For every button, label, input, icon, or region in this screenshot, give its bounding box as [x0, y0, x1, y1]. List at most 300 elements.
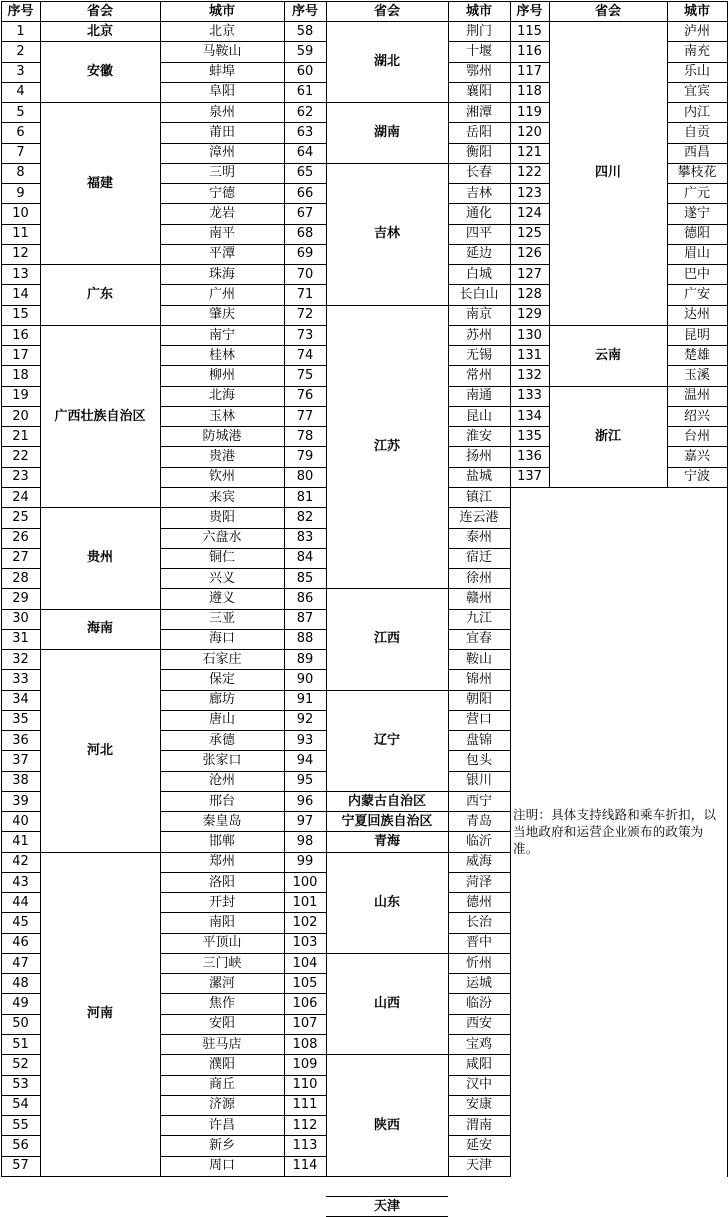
- city-cell: 北海: [208, 388, 235, 404]
- city-cell: 秦皇岛: [202, 813, 242, 829]
- row-number: 137: [517, 469, 542, 485]
- city-cell: 漳州: [208, 145, 235, 161]
- city-cell: 昆明: [683, 327, 710, 343]
- row-number: 102: [292, 915, 318, 931]
- row-number: 134: [517, 408, 542, 424]
- row-number: 103: [292, 935, 318, 951]
- row-number: 45: [12, 915, 29, 931]
- row-number: 53: [12, 1077, 29, 1093]
- row-number: 110: [292, 1077, 318, 1093]
- city-cell: 铜仁: [208, 550, 235, 566]
- city-cell: 晋中: [465, 935, 492, 951]
- row-number: 31: [12, 631, 29, 647]
- province-cell: 辽宁: [373, 732, 400, 748]
- city-cell: 菏泽: [465, 874, 492, 890]
- row-number: 124: [517, 205, 542, 221]
- row-number: 13: [12, 266, 29, 282]
- city-cell: 眉山: [683, 246, 710, 262]
- row-number: 121: [517, 145, 542, 161]
- row-number: 123: [517, 185, 542, 201]
- row-number: 131: [517, 347, 542, 363]
- column-header: 省会: [373, 3, 400, 19]
- row-number: 57: [12, 1158, 29, 1174]
- row-number: 109: [292, 1056, 318, 1072]
- city-cell: 天津: [465, 1158, 492, 1174]
- city-cell: 白城: [465, 266, 492, 282]
- city-cell: 新乡: [208, 1137, 235, 1153]
- row-number: 92: [296, 712, 314, 728]
- city-cell: 宁波: [683, 469, 710, 485]
- city-cell: 德阳: [683, 226, 710, 242]
- city-cell: 九江: [465, 611, 492, 627]
- province-cell: 北京: [86, 23, 113, 39]
- row-number: 25: [12, 509, 29, 525]
- city-cell: 安阳: [208, 1016, 235, 1032]
- column-header: 城市: [683, 3, 710, 19]
- city-cell: 泸州: [683, 23, 710, 39]
- city-cell: 贵港: [208, 449, 235, 465]
- row-number: 91: [296, 692, 314, 708]
- city-cell: 周口: [208, 1158, 235, 1174]
- city-cell: 盘锦: [465, 732, 492, 748]
- city-cell: 六盘水: [202, 530, 242, 546]
- row-number: 41: [12, 834, 29, 850]
- row-number: 128: [517, 287, 542, 302]
- city-cell: 攀枝花: [677, 165, 717, 181]
- city-cell: 锦州: [465, 671, 492, 687]
- city-cell: 邢台: [208, 793, 235, 809]
- row-number: 72: [296, 307, 314, 323]
- province-cell: 青海: [373, 834, 400, 850]
- row-number: 2: [16, 43, 25, 59]
- row-number: 104: [292, 955, 318, 971]
- city-cell: 遵义: [208, 590, 235, 606]
- column-header: 城市: [465, 3, 492, 19]
- city-cell: 台州: [683, 428, 710, 444]
- row-number: 82: [296, 509, 314, 525]
- row-number: 64: [296, 145, 314, 161]
- city-cell: 邯郸: [208, 834, 235, 850]
- row-number: 46: [12, 935, 29, 951]
- policy-note: 注明：具体支持线路和乘车折扣，以当地政府和运营企业颁布的政策为准。: [513, 807, 717, 856]
- row-number: 90: [296, 671, 314, 687]
- city-cell: 咸阳: [465, 1056, 492, 1072]
- city-cell: 宝鸡: [465, 1036, 492, 1052]
- column-header: 序号: [7, 3, 34, 19]
- city-cell: 鄂州: [465, 64, 492, 80]
- city-cell: 威海: [465, 854, 492, 870]
- city-cell: 济源: [208, 1097, 235, 1113]
- row-number: 111: [292, 1097, 318, 1113]
- city-cell: 宜春: [465, 631, 492, 647]
- city-cell: 临沂: [465, 834, 492, 850]
- city-cell: 南通: [465, 388, 492, 404]
- row-number: 48: [12, 975, 29, 991]
- row-number: 105: [292, 975, 318, 991]
- city-cell: 玉林: [208, 408, 235, 424]
- city-cell: 广元: [683, 185, 710, 201]
- city-cell: 三门峡: [202, 955, 242, 971]
- city-cell: 延安: [465, 1137, 492, 1153]
- column-header: 省会: [594, 3, 621, 19]
- city-cell: 自贡: [683, 124, 710, 140]
- row-number: 20: [12, 408, 29, 424]
- row-number: 133: [517, 388, 542, 404]
- province-cell: 山西: [373, 996, 400, 1012]
- row-number: 3: [16, 64, 25, 80]
- city-cell: 温州: [683, 388, 710, 404]
- province-cell: 贵州: [86, 550, 113, 566]
- city-cell: 遂宁: [683, 205, 710, 221]
- city-cell: 苏州: [465, 327, 492, 343]
- row-number: 107: [292, 1016, 318, 1032]
- row-number: 42: [12, 854, 29, 870]
- province-cell: 陕西: [373, 1117, 400, 1133]
- province-cell: 湖南: [373, 124, 400, 140]
- city-cell: 运城: [465, 975, 492, 991]
- row-number: 38: [12, 773, 29, 789]
- row-number: 17: [12, 347, 29, 363]
- column-header: 省会: [86, 3, 113, 19]
- province-cell: 安徽: [86, 64, 113, 80]
- city-cell: 三明: [208, 165, 235, 181]
- row-number: 87: [296, 611, 314, 627]
- row-number: 7: [16, 145, 25, 161]
- city-cell: 肇庆: [208, 307, 235, 323]
- row-number: 77: [296, 408, 314, 424]
- row-number: 63: [296, 124, 314, 140]
- row-number: 136: [517, 449, 542, 465]
- city-cell: 通化: [465, 205, 492, 221]
- city-cell: 岳阳: [465, 124, 492, 140]
- city-cell: 赣州: [465, 590, 492, 606]
- city-cell: 驻马店: [202, 1036, 242, 1052]
- row-number: 18: [12, 368, 29, 384]
- city-cell: 楚雄: [683, 347, 710, 363]
- city-cell: 达州: [683, 307, 710, 323]
- row-number: 22: [12, 449, 29, 465]
- city-cell: 长治: [465, 915, 492, 931]
- city-cell: 南充: [683, 43, 710, 59]
- city-cell: 常州: [465, 368, 492, 384]
- province-cell: 宁夏回族自治区: [341, 813, 433, 829]
- city-cell: 吉林: [465, 185, 492, 201]
- row-number: 67: [296, 205, 314, 221]
- row-number: 29: [12, 590, 29, 606]
- city-cell: 宿迁: [465, 550, 492, 566]
- city-cell: 承德: [208, 732, 235, 748]
- row-number: 54: [12, 1097, 29, 1113]
- row-number: 119: [517, 104, 542, 120]
- city-cell: 徐州: [465, 570, 492, 586]
- city-cell: 沧州: [208, 773, 235, 789]
- row-number: 97: [296, 813, 314, 829]
- city-cell: 宁德: [208, 185, 235, 201]
- row-number: 55: [12, 1117, 29, 1133]
- province-cell: 内蒙古自治区: [347, 793, 426, 809]
- city-cell: 西安: [465, 1016, 492, 1032]
- city-cell: 廊坊: [208, 692, 235, 708]
- row-number: 34: [12, 692, 29, 708]
- city-cell: 石家庄: [202, 651, 242, 667]
- row-number: 79: [296, 449, 314, 465]
- row-number: 132: [517, 368, 542, 384]
- city-cell: 长春: [465, 165, 492, 181]
- row-number: 1: [16, 23, 25, 39]
- row-number: 100: [292, 874, 318, 890]
- city-cell: 蚌埠: [208, 64, 235, 80]
- row-number: 76: [296, 388, 314, 404]
- city-cell: 乐山: [683, 64, 710, 80]
- row-number: 49: [12, 996, 29, 1012]
- city-cell: 防城港: [202, 428, 242, 444]
- city-cell: 十堰: [465, 43, 492, 59]
- city-cell: 绍兴: [683, 408, 710, 424]
- city-cell: 玉溪: [683, 368, 710, 384]
- row-number: 9: [16, 185, 25, 201]
- city-cell: 湘潭: [465, 104, 492, 120]
- row-number: 16: [12, 327, 29, 343]
- city-cell: 内江: [683, 104, 710, 120]
- row-number: 83: [296, 530, 314, 546]
- city-cell: 珠海: [208, 266, 235, 282]
- city-cell: 阜阳: [208, 84, 235, 100]
- row-number: 50: [12, 1016, 29, 1032]
- row-number: 19: [12, 388, 29, 404]
- city-cell: 德州: [465, 894, 492, 910]
- city-cell: 桂林: [208, 347, 235, 363]
- row-number: 101: [292, 894, 318, 910]
- row-number: 32: [12, 651, 29, 667]
- row-number: 108: [292, 1036, 318, 1052]
- row-number: 69: [296, 246, 314, 262]
- city-cell: 无锡: [465, 347, 492, 363]
- city-cell: 朝阳: [465, 692, 492, 708]
- row-number: 62: [296, 104, 314, 120]
- city-cell: 昆山: [465, 408, 492, 424]
- row-number: 125: [517, 226, 542, 242]
- city-cell: 银川: [465, 773, 492, 789]
- row-number: 114: [292, 1158, 318, 1174]
- column-header: 序号: [291, 3, 318, 19]
- row-number: 66: [296, 185, 314, 201]
- city-cell: 西昌: [683, 145, 710, 161]
- row-number: 120: [517, 124, 542, 140]
- row-number: 14: [12, 287, 29, 302]
- city-cell: 平顶山: [202, 935, 242, 951]
- row-number: 47: [12, 955, 29, 971]
- city-cell: 商丘: [208, 1077, 235, 1093]
- province-cell: 河北: [86, 742, 113, 758]
- row-number: 28: [12, 570, 29, 586]
- row-number: 115: [517, 23, 542, 39]
- row-number: 24: [12, 489, 29, 505]
- city-cell: 北京: [208, 23, 235, 39]
- row-number: 71: [296, 287, 314, 302]
- city-cell: 郑州: [208, 854, 235, 870]
- row-number: 37: [12, 752, 29, 768]
- city-cell: 荆门: [465, 23, 492, 39]
- province-cell: 广东: [86, 286, 113, 302]
- city-cell: 莆田: [208, 124, 235, 140]
- row-number: 39: [12, 793, 29, 809]
- city-cell: 保定: [208, 671, 235, 687]
- city-cell: 龙岩: [208, 205, 235, 221]
- province-cell: 广西壮族自治区: [54, 408, 146, 424]
- city-cell: 镇江: [465, 489, 492, 505]
- city-cell: 平潭: [208, 246, 235, 262]
- row-number: 5: [16, 104, 25, 120]
- province-cell: 河南: [86, 1006, 113, 1022]
- row-number: 86: [296, 590, 314, 606]
- province-cell: 山东: [373, 894, 400, 910]
- row-number: 78: [296, 428, 314, 444]
- row-number: 51: [12, 1036, 29, 1052]
- city-cell: 开封: [208, 894, 235, 910]
- city-cell: 汉中: [465, 1077, 492, 1093]
- province-cell: 福建: [86, 175, 113, 191]
- row-number: 21: [12, 428, 29, 444]
- city-cell: 西宁: [465, 793, 492, 809]
- city-cell: 青岛: [465, 813, 492, 829]
- row-number: 4: [16, 84, 25, 100]
- row-number: 68: [296, 226, 314, 242]
- city-cell: 嘉兴: [683, 449, 710, 465]
- row-number: 89: [296, 651, 314, 667]
- city-cell: 兴义: [208, 570, 235, 586]
- row-number: 43: [12, 874, 29, 890]
- city-cell: 南阳: [208, 915, 235, 931]
- city-cell: 张家口: [202, 752, 242, 768]
- row-number: 95: [296, 773, 314, 789]
- city-cell: 唐山: [208, 712, 235, 728]
- row-number: 85: [296, 570, 314, 586]
- row-number: 52: [12, 1056, 29, 1072]
- row-number: 80: [296, 469, 314, 485]
- city-cell: 马鞍山: [202, 43, 242, 59]
- row-number: 15: [12, 307, 29, 323]
- row-number: 126: [517, 246, 542, 262]
- city-cell: 忻州: [465, 955, 492, 971]
- city-cell: 钦州: [208, 469, 235, 485]
- row-number: 94: [296, 752, 314, 768]
- row-number: 26: [12, 530, 29, 546]
- city-cell: 衡阳: [465, 145, 492, 161]
- row-number: 44: [12, 894, 29, 910]
- row-number: 98: [296, 834, 314, 850]
- city-cell: 濮阳: [208, 1056, 235, 1072]
- row-number: 106: [292, 996, 318, 1012]
- province-cell: 江西: [373, 631, 400, 647]
- city-cell: 巴中: [683, 266, 710, 282]
- province-cell: 云南: [594, 347, 621, 363]
- row-number: 99: [296, 854, 314, 870]
- city-cell: 泰州: [465, 530, 492, 546]
- city-cell: 营口: [465, 712, 492, 728]
- city-cell: 南宁: [208, 327, 235, 343]
- city-cell: 漯河: [208, 975, 235, 991]
- city-cell: 连云港: [459, 509, 499, 525]
- row-number: 59: [296, 43, 314, 59]
- row-number: 74: [296, 347, 314, 363]
- row-number: 96: [296, 793, 314, 809]
- row-number: 112: [292, 1117, 318, 1133]
- province-cell: 吉林: [373, 226, 400, 242]
- province-cell: 江苏: [373, 438, 400, 454]
- row-number: 58: [296, 23, 314, 39]
- row-number: 27: [12, 550, 29, 566]
- row-number: 56: [12, 1137, 29, 1153]
- row-number: 65: [296, 165, 314, 181]
- city-cell: 南平: [208, 226, 235, 242]
- city-cell: 焦作: [208, 996, 235, 1012]
- city-cell: 渭南: [465, 1117, 492, 1133]
- row-number: 127: [517, 266, 542, 282]
- row-number: 61: [296, 84, 314, 100]
- city-cell: 海口: [208, 631, 235, 647]
- city-cell: 许昌: [208, 1117, 235, 1133]
- column-header: 城市: [208, 3, 235, 19]
- column-header: 序号: [516, 3, 543, 19]
- city-cell: 广州: [208, 287, 235, 302]
- row-number: 122: [517, 165, 542, 181]
- row-number: 36: [12, 732, 29, 748]
- row-number: 30: [12, 611, 29, 627]
- city-cell: 洛阳: [208, 874, 235, 890]
- row-number: 75: [296, 368, 314, 384]
- row-number: 135: [517, 428, 542, 444]
- row-number: 60: [296, 64, 314, 80]
- city-cell: 安康: [465, 1097, 492, 1113]
- city-cell: 鞍山: [465, 651, 492, 667]
- row-number: 84: [296, 550, 314, 566]
- province-cell: 天津: [373, 1198, 400, 1214]
- city-cell: 盐城: [465, 469, 492, 485]
- province-cell: 海南: [86, 621, 113, 637]
- row-number: 33: [12, 671, 29, 687]
- city-cell: 柳州: [208, 368, 235, 384]
- row-number: 118: [517, 84, 542, 100]
- city-cell: 宜宾: [683, 84, 710, 100]
- row-number: 93: [296, 732, 314, 748]
- city-cell: 包头: [465, 752, 492, 768]
- row-number: 23: [12, 469, 29, 485]
- row-number: 117: [517, 64, 542, 80]
- city-cell: 长白山: [459, 287, 499, 302]
- row-number: 81: [296, 489, 314, 505]
- province-cell: 四川: [594, 165, 621, 181]
- row-number: 6: [16, 124, 25, 140]
- city-cell: 泉州: [208, 104, 235, 120]
- city-cell: 淮安: [465, 428, 492, 444]
- city-cell: 广安: [683, 287, 710, 302]
- city-cell: 南京: [465, 307, 492, 323]
- row-number: 40: [12, 813, 29, 829]
- city-cell: 延边: [465, 246, 492, 262]
- city-cell: 四平: [465, 226, 492, 242]
- row-number: 113: [292, 1137, 318, 1153]
- row-number: 10: [12, 205, 29, 221]
- province-cell: 湖北: [373, 54, 400, 70]
- row-number: 12: [12, 246, 29, 262]
- row-number: 130: [517, 327, 542, 343]
- city-cell: 临汾: [465, 996, 492, 1012]
- row-number: 8: [16, 165, 25, 181]
- province-cell: 浙江: [594, 428, 621, 444]
- row-number: 116: [517, 43, 542, 59]
- row-number: 11: [12, 226, 29, 242]
- city-cell: 来宾: [208, 489, 235, 505]
